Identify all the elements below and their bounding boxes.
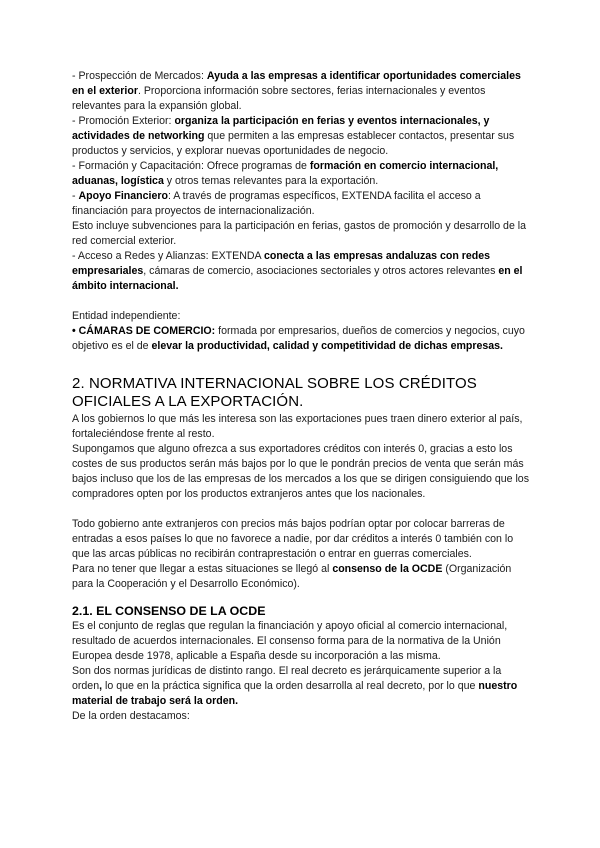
bold-text: conecta a las empresas andaluzas con redes empresariales bbox=[72, 250, 491, 277]
paragraph bbox=[72, 562, 530, 592]
paragraph-entidad bbox=[72, 309, 530, 324]
paragraph bbox=[72, 442, 530, 502]
text: . Proporciona información sobre sectores, ferias internacionales y eventos relevantes para la expansión global. bbox=[72, 85, 486, 112]
text: : A través de programas específicos, EXTENDA facilita el acceso a financiación para proyectos de internacionalización. bbox=[72, 190, 481, 217]
text: (Organización para la Cooperación y el Desarrollo Económico). bbox=[72, 563, 512, 590]
paragraph bbox=[72, 517, 530, 562]
paragraph bbox=[72, 709, 530, 724]
bold-text: Apoyo Financiero bbox=[78, 190, 168, 202]
text: - Acceso a Redes y Alianzas: EXTENDA bbox=[72, 250, 264, 262]
text: Esto incluye subvenciones para la participación en ferias, gastos de promoción y desarrollo de la red comercial exterior. bbox=[72, 220, 527, 247]
text: Para no tener que llegar a estas situaciones se llegó al bbox=[72, 563, 333, 575]
paragraph-apoyo-financiero bbox=[72, 189, 530, 219]
bold-text: nuestro material de trabajo será la orden bbox=[72, 680, 518, 707]
section-normativa-body bbox=[72, 412, 530, 592]
entidad-independiente-block bbox=[72, 309, 530, 354]
text: y otros temas relevantes para la exportación. bbox=[163, 175, 379, 187]
paragraph bbox=[72, 619, 530, 664]
text: lo que en la práctica significa que la orden desarrolla al real decreto, por lo que bbox=[102, 680, 479, 692]
section-consenso-body bbox=[72, 619, 530, 724]
text: - Formación y Capacitación: Ofrece programas de bbox=[72, 160, 310, 172]
extenda-services-list bbox=[72, 69, 530, 294]
text: De la orden destacamos: bbox=[72, 710, 190, 722]
paragraph bbox=[72, 664, 530, 709]
text: - Promoción Exterior: bbox=[72, 115, 175, 127]
text: A los gobiernos lo que más les interesa son las exportaciones pues traen dinero exterior al país, fortaleciéndose frente al resto. bbox=[72, 413, 523, 440]
bold-text: , bbox=[99, 680, 103, 692]
text: Entidad independiente: bbox=[72, 310, 181, 322]
bold-text: Ayuda a las empresas a identificar oportunidades comerciales en el exterior bbox=[72, 70, 521, 97]
text: - bbox=[72, 190, 79, 202]
bold-text: • CÁMARAS DE COMERCIO: bbox=[72, 325, 216, 337]
paragraph-camaras bbox=[72, 324, 530, 354]
paragraph-promocion bbox=[72, 114, 530, 159]
paragraph bbox=[72, 412, 530, 442]
paragraph-subvenciones bbox=[72, 219, 530, 249]
section-heading-consenso-ocde: 2.1. EL CONSENSO DE LA OCDE bbox=[72, 604, 266, 618]
spacer bbox=[72, 502, 530, 517]
bold-text: formación en comercio internacional, aduanas, logística bbox=[72, 160, 499, 187]
text: Todo gobierno ante extranjeros con precios más bajos podrían optar por colocar barreras de entradas a esos países lo que no favorece a nadie, por dar créditos a interés 0 también con lo que las arcas públicas no recibirán contraprestación o entrar en guerras comerciales. bbox=[72, 518, 514, 560]
paragraph-formacion bbox=[72, 159, 530, 189]
text: Supongamos que alguno ofrezca a sus exportadores créditos con interés 0, gracias a esto los costes de sus productos serán más bajos por lo que le pondrán precios de venta que serán más bajos incluso que los de las empresas de los mercados a los que se dirigen consiguiendo que los compradores opten por los productos extranjeros antes que los nacionales. bbox=[72, 443, 529, 500]
paragraph-redes-alianzas bbox=[72, 249, 530, 294]
bold-text: . bbox=[235, 695, 239, 707]
bold-text: consenso de la OCDE bbox=[332, 563, 443, 575]
text: formada por empresarios, dueños de comercios y negocios, cuyo objetivo es el de bbox=[72, 325, 525, 352]
text: Es el conjunto de reglas que regulan la financiación y apoyo oficial al comercio internacional, resultado de acuerdos internacionales. El consenso forma para de la normativa de la Unión Europea desde 1978, aplicable a España desde su incorporación a las misma. bbox=[72, 620, 508, 662]
section-heading-normativa: 2. NORMATIVA INTERNACIONAL SOBRE LOS CRÉDITOS OFICIALES A LA EXPORTACIÓN. bbox=[72, 375, 477, 410]
text: Son dos normas jurídicas de distinto rango. El real decreto es jerárquicamente superior a la orden bbox=[72, 665, 502, 692]
bold-text: elevar la productividad, calidad y competitividad de dichas empresas. bbox=[151, 340, 504, 352]
bold-text: organiza la participación en ferias y eventos internacionales, y actividades de networking bbox=[72, 115, 490, 142]
spacer bbox=[72, 294, 530, 309]
paragraph-prospeccion bbox=[72, 69, 530, 114]
text: , cámaras de comercio, asociaciones sectoriales y otros actores relevantes bbox=[143, 265, 499, 277]
text: que permiten a las empresas establecer contactos, presentar sus productos y servicios, y explorar nuevas oportunidades de negocio. bbox=[72, 130, 515, 157]
text: - Prospección de Mercados: bbox=[72, 70, 207, 82]
bold-text: en el ámbito internacional. bbox=[72, 265, 523, 292]
